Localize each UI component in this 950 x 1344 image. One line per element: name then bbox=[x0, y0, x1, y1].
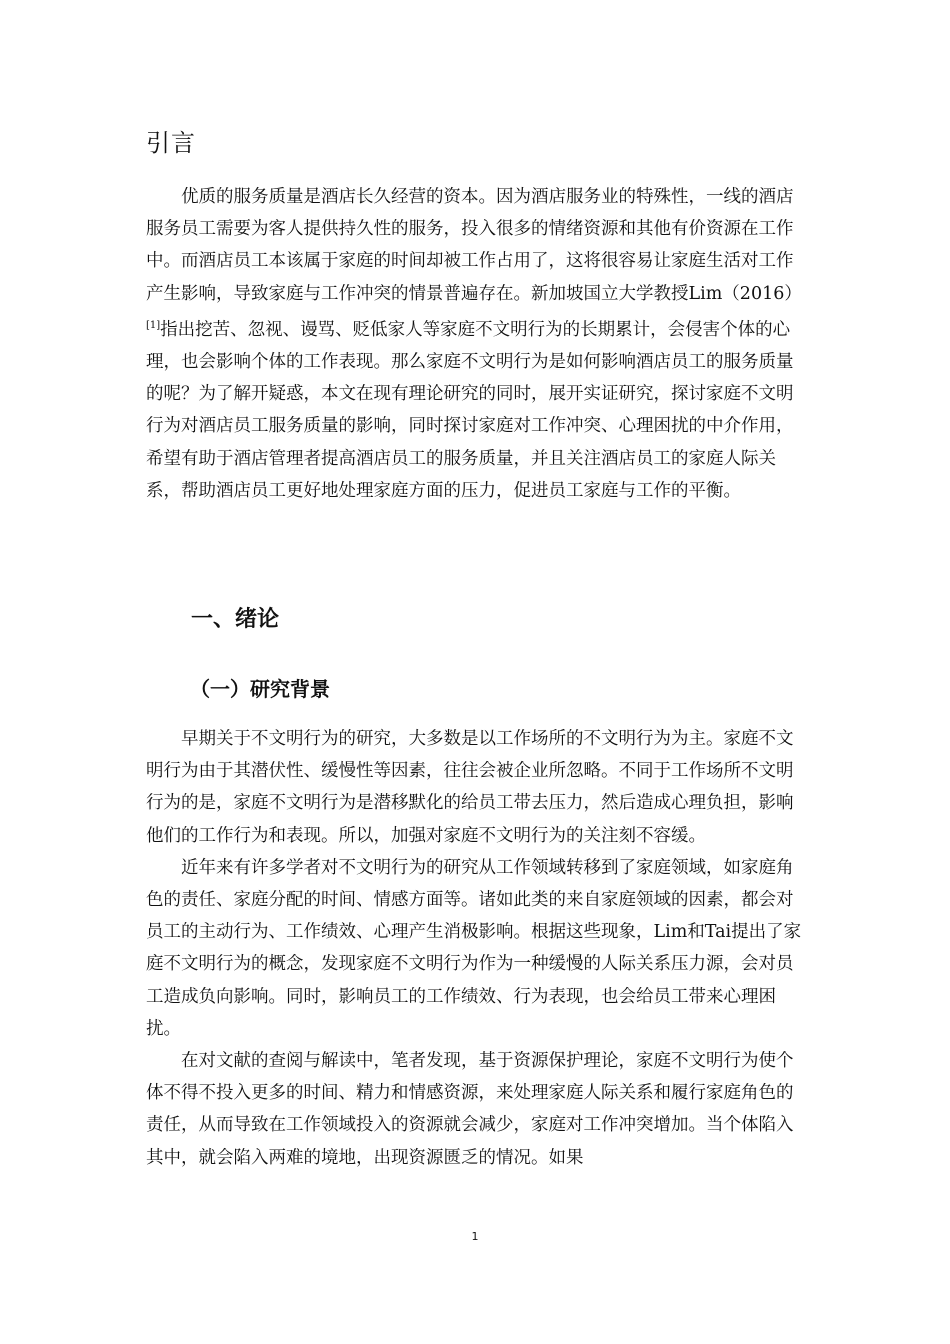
body-paragraph: 近年来有许多学者对不文明行为的研究从工作领域转移到了家庭领域，如家庭角色的责任、家庭分配的时间、情感方面等。诸如此类的来自家庭领域的因素，都会对员工的主动行为、工作绩效、心理产生消极影响。根据这些现象，Lim和Tai提出了家庭不文明行为的概念，发现家庭不文明行为作为一种缓慢的人际关系压力源，会对员工造成负向影响。同时，影响员工的工作绩效、行为表现，也会给员工带来心理困扰。 bbox=[146, 857, 802, 1039]
citation-ref[interactable]: [1] bbox=[146, 319, 161, 331]
intro-paragraph bbox=[146, 181, 806, 507]
intro-body bbox=[146, 181, 806, 507]
intro-paragraph-text-b: 指出挖苦、忽视、谩骂、贬低家人等家庭不文明行为的长期累计，会侵害个体的心理，也会影响个体的工作表现。那么家庭不文明行为是如何影响酒店员工的服务质量的呢？为了解开疑惑，本文在现有理论研究的同时，展开实证研究，探讨家庭不文明行为对酒店员工服务质量的影响，同时探讨家庭对工作冲突、心理困扰的中介作用，希望有助于酒店管理者提高酒店员工的服务质量，并且关注酒店员工的家庭人际关系，帮助酒店员工更好地处理家庭方面的压力，促进员工家庭与工作的平衡。 bbox=[146, 319, 794, 501]
chapter-heading: 一、绪论 bbox=[191, 607, 280, 632]
page-number: 1 bbox=[471, 1230, 479, 1243]
body-paragraph: 在对文献的查阅与解读中，笔者发现，基于资源保护理论，家庭不文明行为使个体不得不投入更多的时间、精力和情感资源，来处理家庭人际关系和履行家庭角色的责任，从而导致在工作领域投入的资源就会减少，家庭对工作冲突增加。当个体陷入其中，就会陷入两难的境地，出现资源匮乏的情况。如果 bbox=[146, 1051, 794, 1168]
section-body bbox=[146, 723, 806, 1174]
intro-title: 引言 bbox=[146, 129, 196, 157]
section-heading: （一）研究背景 bbox=[190, 677, 330, 701]
body-paragraph: 早期关于不文明行为的研究，大多数是以工作场所的不文明行为为主。家庭不文明行为由于其潜伏性、缓慢性等因素，往往会被企业所忽略。不同于工作场所不文明行为的是，家庭不文明行为是潜移默化的给员工带去压力，然后造成心理负担，影响他们的工作行为和表现。所以，加强对家庭不文明行为的关注刻不容缓。 bbox=[146, 729, 794, 846]
intro-paragraph-text-a: 优质的服务质量是酒店长久经营的资本。因为酒店服务业的特殊性，一线的酒店服务员工需要为客人提供持久性的服务，投入很多的情绪资源和其他有价资源在工作中。而酒店员工本该属于家庭的时间却被工作占用了，这将很容易让家庭生活对工作产生影响，导致家庭与工作冲突的情景普遍存在。新加坡国立大学教授Lim（2016） bbox=[146, 187, 802, 304]
